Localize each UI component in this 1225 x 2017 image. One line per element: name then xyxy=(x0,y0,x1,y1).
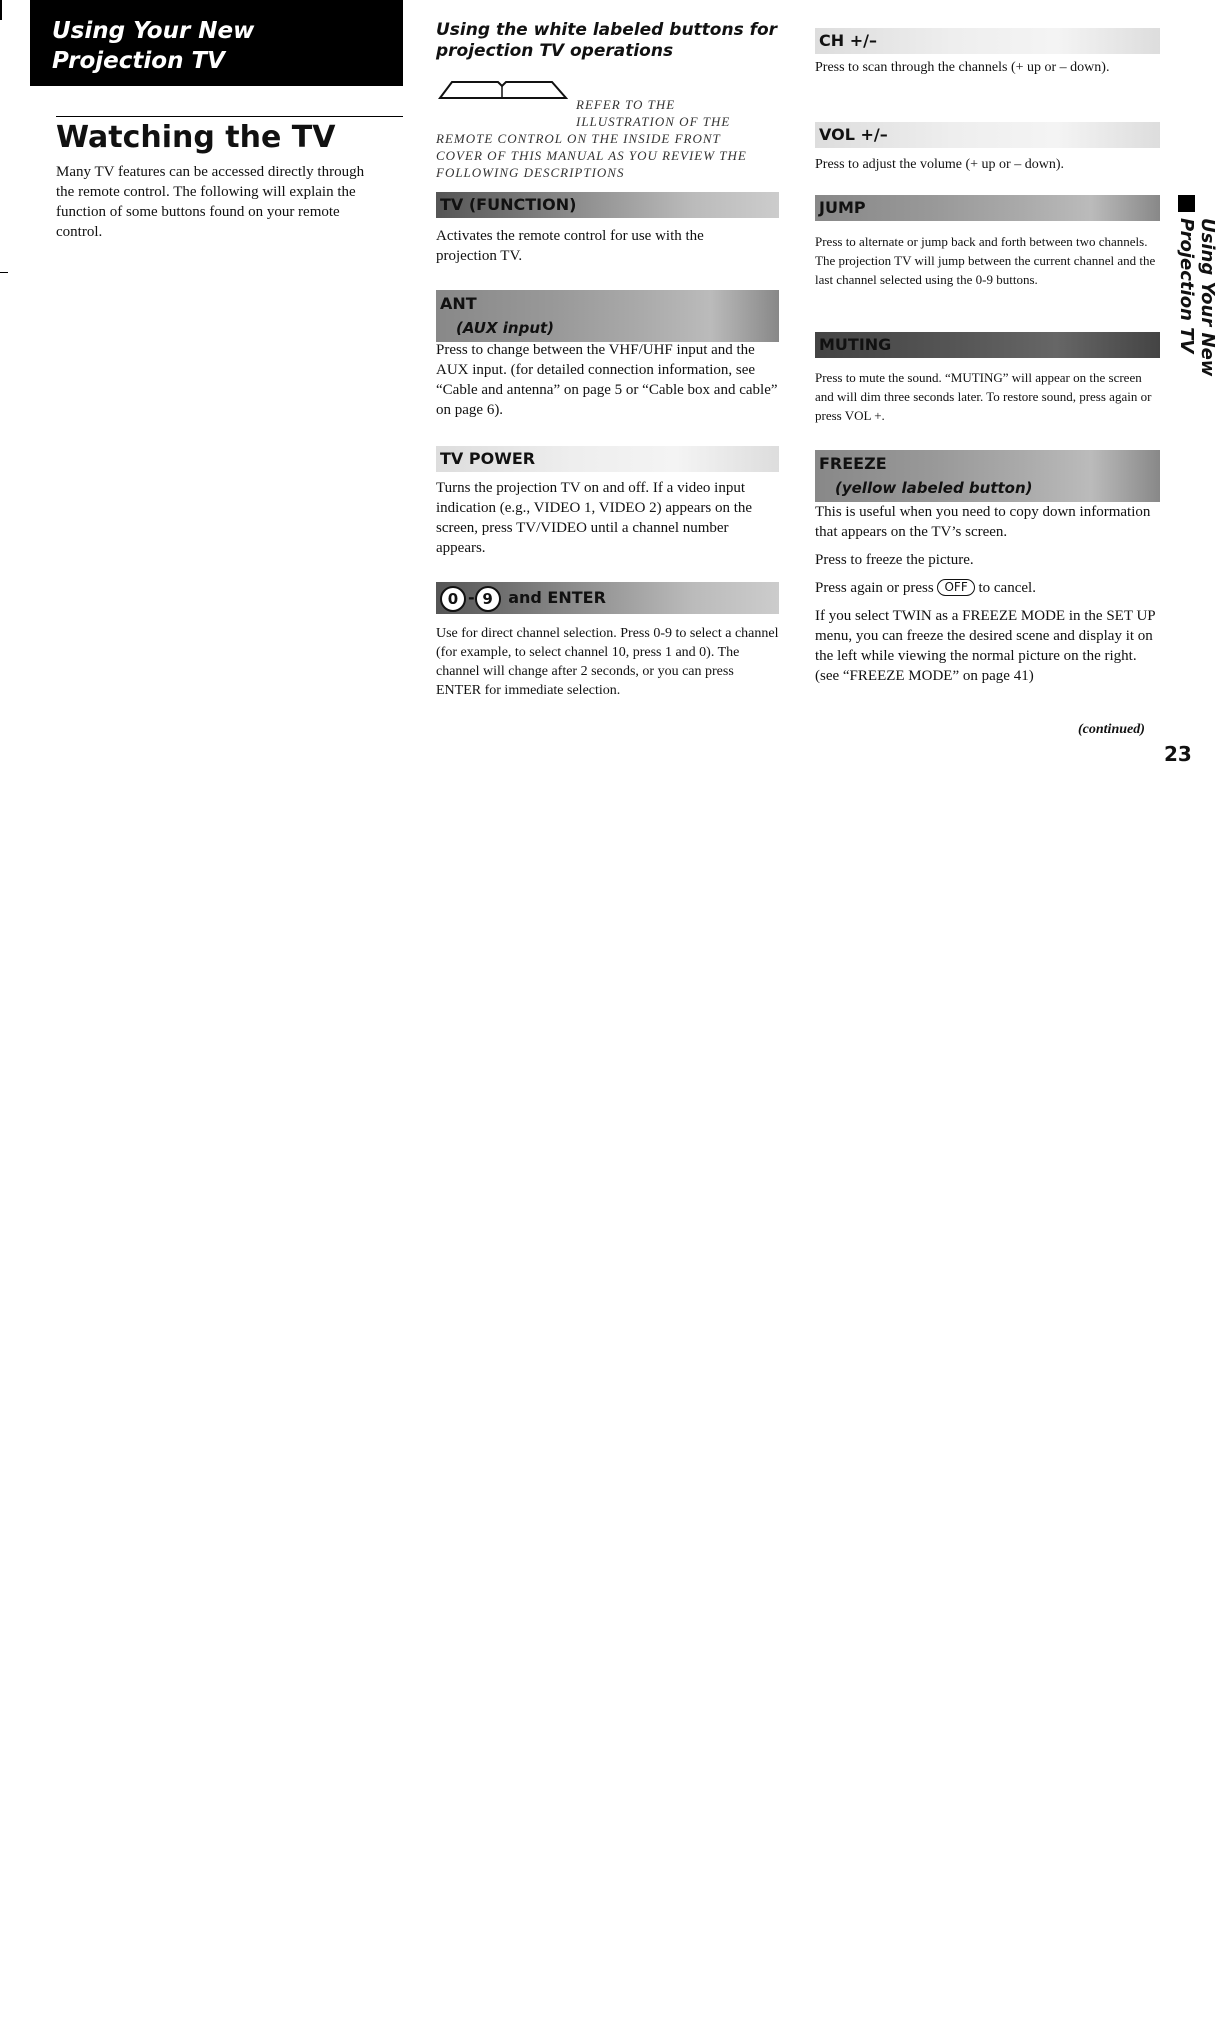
note-line: FOLLOWING DESCRIPTIONS xyxy=(436,165,625,180)
digits-enter-header xyxy=(436,582,779,614)
ant-label: ANT xyxy=(440,294,477,313)
title-rule xyxy=(56,116,403,117)
intro-paragraph: Many TV features can be accessed directly through the remote control. The following will explain the function of some buttons found on your remote control. xyxy=(56,164,365,240)
ch-label: CH +/– xyxy=(819,31,877,50)
jump-header xyxy=(815,195,1160,221)
digit-9-key: 9 xyxy=(475,586,501,612)
side-tab xyxy=(1176,218,1218,468)
jump-description: Press to alternate or jump back and forth between two channels. The projection TV will jump between the current channel and the last channel selected using the 0-9 buttons. xyxy=(815,234,1156,287)
freeze-header xyxy=(815,450,1160,502)
ant-description: Press to change between the VHF/UHF input and the AUX input. (for detailed connection information, see “Cable and antenna” on page 5 or “Cable box and cable” on page 6). xyxy=(436,342,778,418)
tv-function-description: Activates the remote control for use with the projection TV. xyxy=(436,228,704,264)
jump-label: JUMP xyxy=(819,198,866,217)
page-title: Watching the TV xyxy=(56,120,336,155)
section-banner xyxy=(30,0,403,86)
ch-header xyxy=(815,28,1160,54)
off-key: OFF xyxy=(937,579,974,596)
muting-description: Press to mute the sound. “MUTING” will appear on the screen and will dim three seconds later. To restore sound, press again or press VOL +. xyxy=(815,370,1152,423)
freeze-paragraph: If you select TWIN as a FREEZE MODE in the SET UP menu, you can freeze the desired scene and display it on the left while viewing the normal picture on the right. (see “FREEZE MODE” on page 41) xyxy=(815,608,1156,684)
column-heading: Using the white labeled buttons for projection TV operations xyxy=(436,20,778,61)
vol-description: Press to adjust the volume (+ up or – down). xyxy=(815,157,1064,172)
section-banner-line-1: Using Your New xyxy=(52,18,255,44)
ant-sublabel: (AUX input) xyxy=(456,319,555,337)
digits-enter-description: Use for direct channel selection. Press 0-9 to select a channel (for example, to select channel 10, press 1 and 0). The channel will change after 2 seconds, or you can press ENTER for immediate selection. xyxy=(436,626,779,698)
freeze-paragraph: This is useful when you need to copy down information that appears on the TV’s screen. xyxy=(815,504,1151,540)
digit-0-key: 0 xyxy=(440,586,466,612)
section-banner-line-2: Projection TV xyxy=(52,48,225,74)
vol-header xyxy=(815,122,1160,148)
remote-note xyxy=(436,96,786,181)
thumb-tab-mark xyxy=(1178,195,1195,212)
note-line: REMOTE CONTROL ON THE INSIDE FRONT xyxy=(436,131,721,146)
edge-mark xyxy=(0,0,2,20)
ant-header xyxy=(436,290,779,342)
freeze-sublabel: (yellow labeled button) xyxy=(835,479,1033,497)
ch-description: Press to scan through the channels (+ up or – down). xyxy=(815,60,1110,75)
note-line: REFER TO THE xyxy=(576,97,676,112)
tv-function-header xyxy=(436,192,779,218)
digits-dash: - xyxy=(468,588,475,607)
tv-power-description: Turns the projection TV on and off. If a video input indication (e.g., VIDEO 1, VIDEO 2) appears on the screen, press TV/VIDEO until a channel number appears. xyxy=(436,480,753,556)
side-tab-label: Using Your New Projection TV xyxy=(1176,218,1218,377)
freeze-paragraph: Press to freeze the picture. xyxy=(815,552,974,568)
tv-power-header xyxy=(436,446,779,472)
freeze-description xyxy=(815,502,1160,686)
continued-note: (continued) xyxy=(1078,722,1145,737)
tv-power-label: TV POWER xyxy=(440,449,536,468)
digits-enter-label: and ENTER xyxy=(508,588,606,607)
muting-label: MUTING xyxy=(819,335,892,354)
tv-function-label: TV (FUNCTION) xyxy=(440,195,577,214)
freeze-cancel-text-end: to cancel. xyxy=(978,580,1036,596)
page-number: 23 xyxy=(1164,742,1192,766)
muting-header xyxy=(815,332,1160,358)
note-line: ILLUSTRATION OF THE xyxy=(576,114,731,129)
freeze-paragraph xyxy=(815,578,1160,598)
note-line: COVER OF THIS MANUAL AS YOU REVIEW THE xyxy=(436,148,747,163)
freeze-label: FREEZE xyxy=(819,454,887,473)
vol-label: VOL +/– xyxy=(819,125,888,144)
freeze-cancel-text: Press again or press xyxy=(815,580,934,596)
edge-tick xyxy=(0,272,8,273)
